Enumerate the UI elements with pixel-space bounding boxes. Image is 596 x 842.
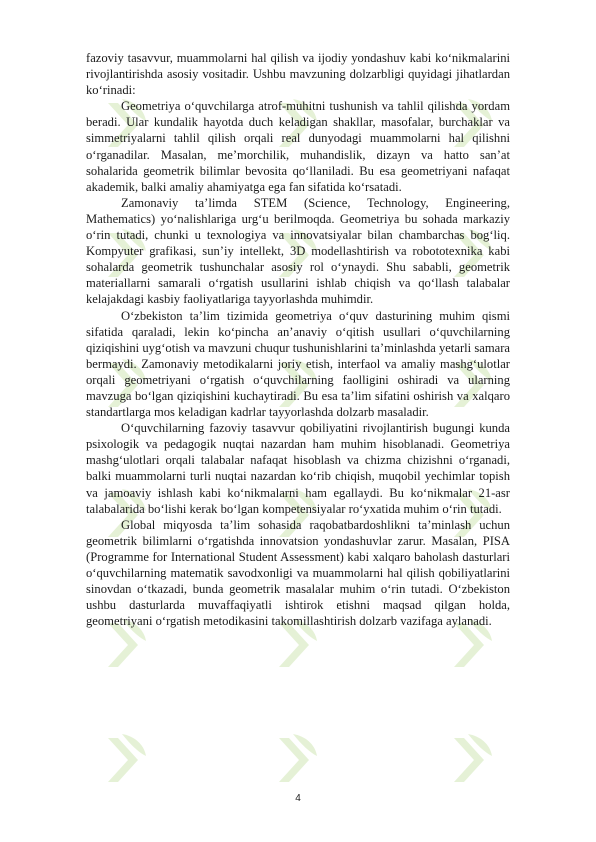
paragraph-6: Global miqyosda ta’lim sohasida raqobatbardoshlikni ta’minlash uchun geometrik bilimlarni o‘rgatishda innovatsion yondashuvlar zarur. Masalan, PISA (Programme for International Student Assessment) kabi xalqaro baholash dasturlari o‘quvchilarning matematik savodxonligi va muammolarni hal qilish qobiliyatlarini sinovdan o‘tkazadi, bunda geometrik masalalar muhim o‘rin tutadi. O‘zbekiston ushbu dasturlarda muvaffaqiyatli ishtirok etishni maqsad qilgan holda, geometriyani o‘rgatish metodikasini takomillashtirish dolzarb vazifaga aylanadi. bbox=[86, 517, 510, 629]
paragraph-3: Zamonaviy ta’limda STEM (Science, Technology, Engineering, Mathematics) yo‘nalishlariga urg‘u berilmoqda. Geometriya bu sohada markaziy o‘rin tutadi, chunki u texnologiya va innovatsiyalar bilan chambarchas bog‘liq. Kompyuter grafikasi, sun’iy intellekt, 3D modellashtirish va robototexnika kabi sohalarda geometrik tushunchalar asosiy rol o‘ynaydi. Shu sababli, geometrik materiallarni samarali o‘rgatish usullarini ishlab chiqish va qo‘llash talabalar kelajakdagi kasbiy faoliyatlariga tayyorlashda muhimdir. bbox=[86, 195, 510, 307]
paragraph-1: fazoviy tasavvur, muammolarni hal qilish va ijodiy yondashuv kabi ko‘nikmalarini rivojlantirishda asosiy vositadir. Ushbu mavzuning dolzarbligi quyidagi jihatlardan ko‘rinadi: bbox=[86, 51, 510, 98]
green-leaf-watermark-icon bbox=[450, 730, 496, 790]
page-number: 4 bbox=[295, 793, 301, 804]
green-leaf-watermark-icon bbox=[104, 730, 150, 790]
paragraph-5: O‘quvchilarning fazoviy tasavvur qobiliyatini rivojlantirish bugungi kunda psixologik va pedagogik nuqtai nazardan ham muhim hisoblanadi. Geometriya mashg‘ulotlari orqali talabalar nafaqat hisoblash va chizma chizishni o‘rganadi, balki muammolarni turli nuqtai nazardan ko‘rib chiqish, muqobil yechimlar topish va jamoaviy ishlash kabi ko‘nikmalarni ham egallaydi. Bu ko‘nikmalar 21-asr talabalarida bo‘lishi kerak bo‘lgan kompetensiyalar ro‘yxatida muhim o‘rin tutadi. bbox=[86, 421, 510, 516]
document-body bbox=[86, 50, 510, 629]
green-leaf-watermark-icon bbox=[275, 730, 321, 790]
paragraph-2: Geometriya o‘quvchilarga atrof-muhitni tushunish va tahlil qilishda yordam beradi. Ular kundalik hayotda duch keladigan shakllar, masofalar, burchaklar va simmetriyalarni tahlil qilish orqali real dunyodagi muammolarni hal qilishni o‘rganadilar. Masalan, me’morchilik, muhandislik, dizayn va hatto san’at sohalarida geometrik bilimlar bevosita qo‘llaniladi. Bu esa geometriyani nafaqat akademik, balki amaliy ahamiyatga ega fan sifatida ko‘rsatadi. bbox=[86, 99, 510, 194]
paragraph-4: O‘zbekiston ta’lim tizimida geometriya o‘quv dasturining muhim qismi sifatida qaraladi, lekin ko‘pincha an’anaviy o‘qitish usullari o‘quvchilarning qiziqishini uyg‘otish va mavzuni chuqur tushunishlarini ta’minlashda yetarli samara bermaydi. Zamonaviy metodikalarni joriy etish, interfaol va amaliy mashg‘ulotlar orqali geometriyani o‘rgatish o‘quvchilarning faolligini oshiradi va ularning mavzuga bo‘lgan qiziqishini kuchaytiradi. Bu esa ta’lim sifatini oshirish va xalqaro standartlarga mos keladigan kadrlar tayyorlashda dolzarb masaladir. bbox=[86, 308, 510, 420]
